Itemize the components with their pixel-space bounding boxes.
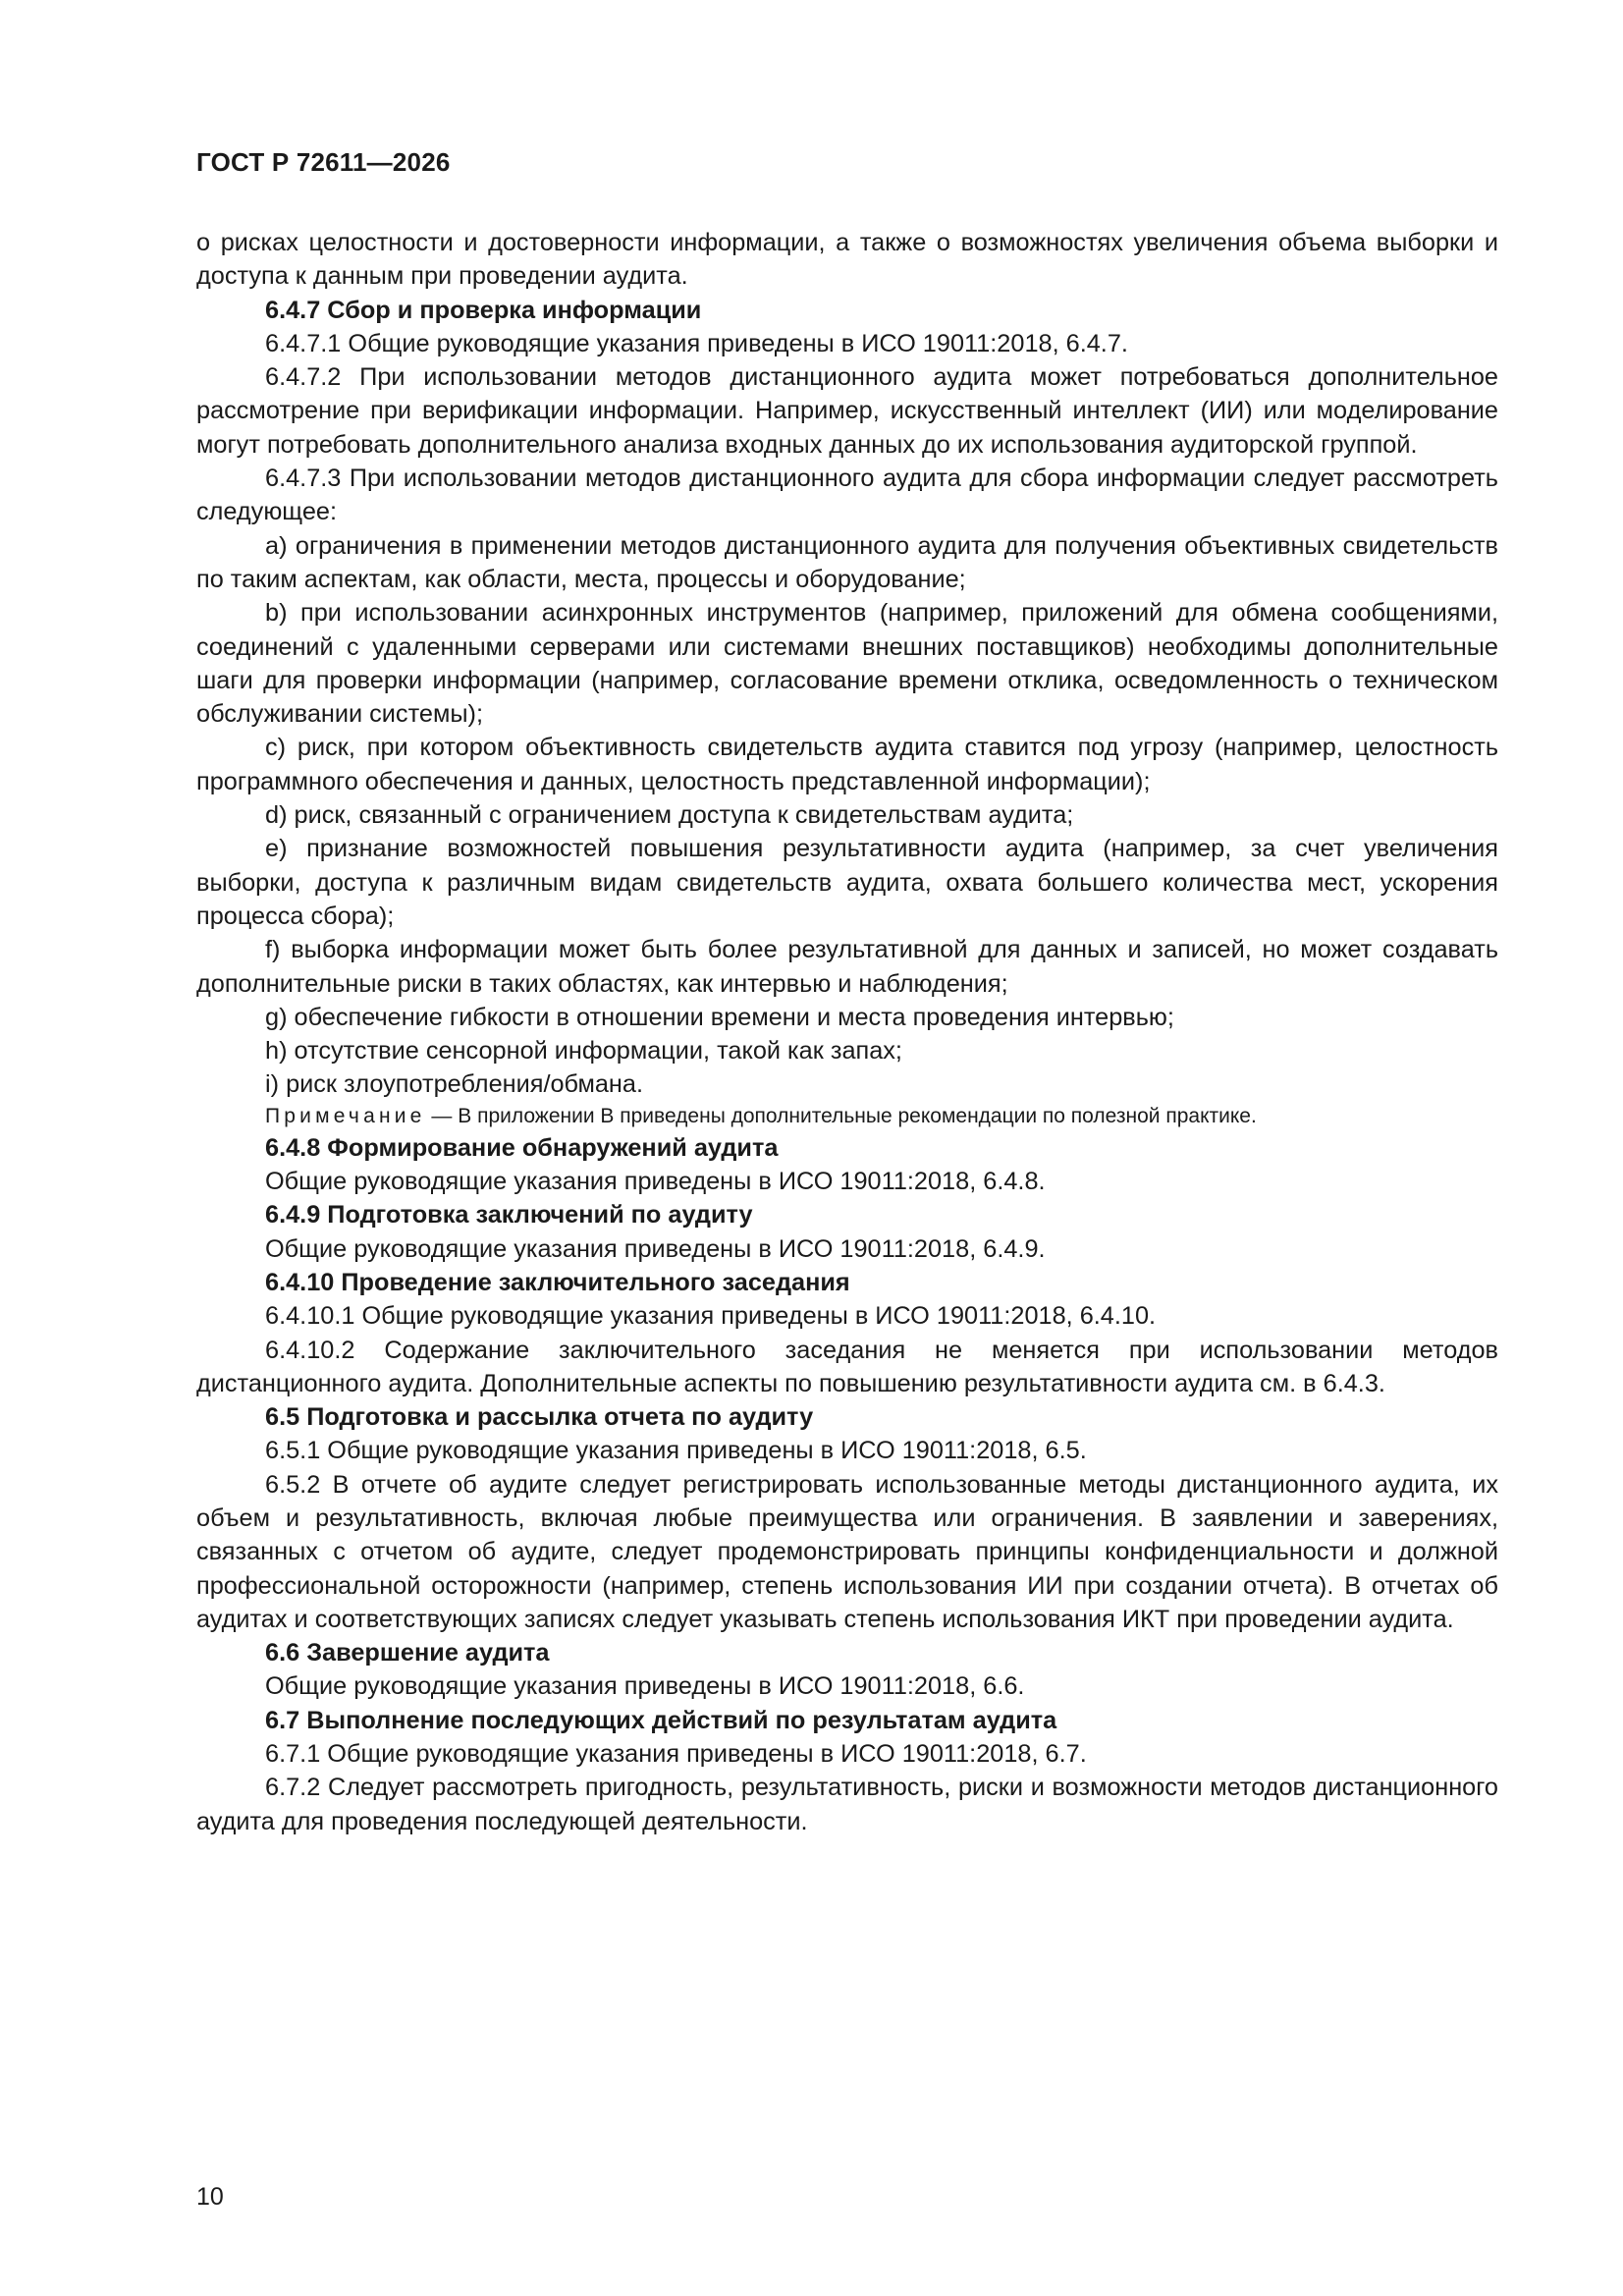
- list-item-c: c) риск, при котором объективность свидетельств аудита ставится под угрозу (например, целостность программного обеспечения и данных, целостность представленной информации);: [196, 734, 1498, 795]
- heading-6-7: 6.7 Выполнение последующих действий по результатам аудита: [265, 1706, 1057, 1734]
- list-item-f: f) выборка информации может быть более результативной для данных и записей, но может создавать дополнительные риски в таких областях, как интервью и наблюдения;: [196, 936, 1498, 998]
- paragraph-6-4-7-1: 6.4.7.1 Общие руководящие указания приведены в ИСО 19011:2018, 6.4.7.: [265, 329, 1128, 357]
- list-item-d: d) риск, связанный с ограничением доступа к свидетельствам аудита;: [265, 801, 1074, 830]
- heading-6-4-9: 6.4.9 Подготовка заключений по аудиту: [265, 1201, 753, 1230]
- heading-6-4-7: 6.4.7 Сбор и проверка информации: [265, 296, 702, 324]
- paragraph-6-7-1: 6.7.1 Общие руководящие указания приведены в ИСО 19011:2018, 6.7.: [265, 1740, 1087, 1769]
- paragraph-6-7-2: 6.7.2 Следует рассмотреть пригодность, результативность, риски и возможности методов дистанционного аудита для проведения последующей деятельности.: [196, 1774, 1498, 1835]
- note: [196, 1102, 1498, 1131]
- paragraph-6-4-8: Общие руководящие указания приведены в ИСО 19011:2018, 6.4.8.: [265, 1168, 1046, 1196]
- list-item-a: a) ограничения в применении методов дистанционного аудита для получения объективных свидетельств по таким аспектам, как области, места, процессы и оборудование;: [196, 531, 1498, 593]
- document-code: ГОСТ Р 72611—2026: [196, 147, 451, 177]
- heading-6-5: 6.5 Подготовка и рассылка отчета по аудиту: [265, 1403, 814, 1432]
- paragraph-6-4-7-3: 6.4.7.3 При использовании методов дистанционного аудита для сбора информации следует рассмотреть следующее:: [196, 465, 1498, 526]
- paragraph-6-4-9: Общие руководящие указания приведены в ИСО 19011:2018, 6.4.9.: [265, 1234, 1046, 1263]
- note-label: Примечание: [265, 1104, 426, 1127]
- heading-6-4-10: 6.4.10 Проведение заключительного заседания: [265, 1268, 850, 1296]
- paragraph-6-4-10-2: 6.4.10.2 Содержание заключительного заседания не меняется при использовании методов дистанционного аудита. Дополнительные аспекты по повышению результативности аудита см. в 6.4.3.: [196, 1336, 1498, 1397]
- document-body: [196, 226, 1498, 1838]
- list-item-e: e) признание возможностей повышения результативности аудита (например, за счет увеличения выборки, доступа к различным видам свидетельств аудита, охвата большего количества мест, ускорения процесса сбора);: [196, 835, 1498, 930]
- list-item-h: h) отсутствие сенсорной информации, такой как запах;: [265, 1037, 902, 1066]
- paragraph-6-4-7-2: 6.4.7.2 При использовании методов дистанционного аудита может потребоваться дополнительное рассмотрение при верификации информации. Например, искусственный интеллект (ИИ) или моделирование могут потребовать дополнительного анализа входных данных до их использования аудиторской группой.: [196, 363, 1498, 459]
- paragraph-6-5-1: 6.5.1 Общие руководящие указания приведены в ИСО 19011:2018, 6.5.: [265, 1437, 1087, 1465]
- list-item-g: g) обеспечение гибкости в отношении времени и места проведения интервью;: [265, 1003, 1174, 1031]
- paragraph-6-6: Общие руководящие указания приведены в ИСО 19011:2018, 6.6.: [265, 1672, 1025, 1701]
- note-text: — В приложении В приведены дополнительные рекомендации по полезной практике.: [425, 1104, 1257, 1127]
- heading-6-6: 6.6 Завершение аудита: [265, 1639, 550, 1667]
- paragraph-6-5-2: 6.5.2 В отчете об аудите следует регистрировать использованные методы дистанционного аудита, их объем и результативность, включая любые преимущества или ограничения. В заявлении и заверениях, связанных с отчетом об аудите, следует продемонстрировать принципы конфиденциальности и должной профессиональной осторожности (например, степень использования ИИ при создании отчета). В отчетах об аудитах и соответствующих записях следует указывать степень использования ИКТ при проведении аудита.: [196, 1470, 1498, 1633]
- document-page: [196, 0, 1498, 2296]
- paragraph: о рисках целостности и достоверности информации, а также о возможностях увеличения объема выборки и доступа к данным при проведении аудита.: [196, 229, 1498, 291]
- list-item-i: i) риск злоупотребления/обмана.: [265, 1070, 643, 1099]
- paragraph-6-4-10-1: 6.4.10.1 Общие руководящие указания приведены в ИСО 19011:2018, 6.4.10.: [265, 1302, 1157, 1331]
- page-number: 10: [196, 2183, 224, 2211]
- list-item-b: b) при использовании асинхронных инструментов (например, приложений для обмена сообщениями, соединений с удаленными серверами или системами внешних поставщиков) необходимы дополнительные шаги для проверки информации (например, согласование времени отклика, осведомленность о техническом обслуживании системы);: [196, 599, 1498, 729]
- heading-6-4-8: 6.4.8 Формирование обнаружений аудита: [265, 1133, 779, 1162]
